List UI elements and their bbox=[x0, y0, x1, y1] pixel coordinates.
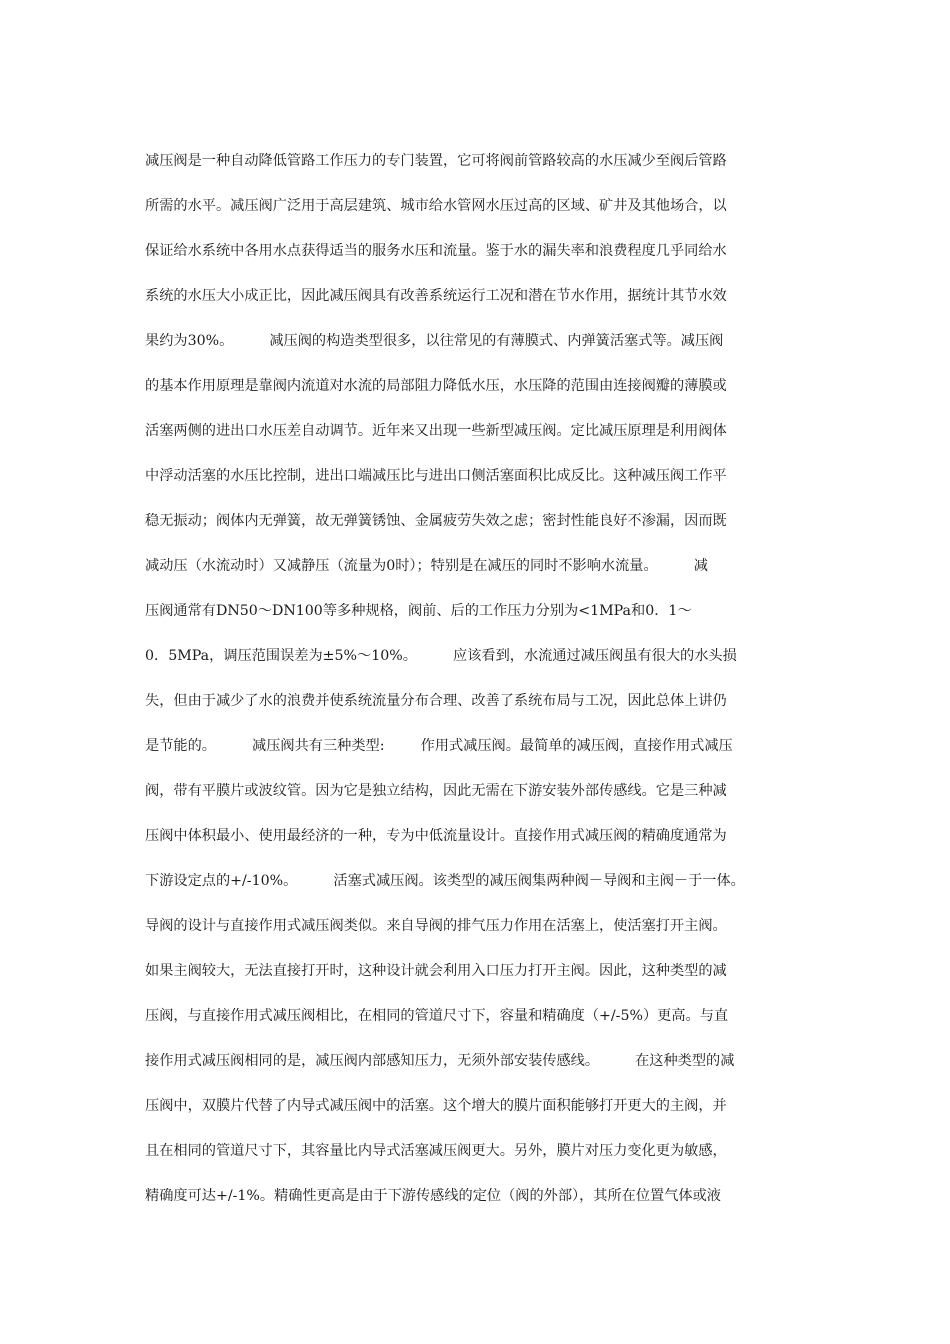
text-line-3: 保证给水系统中各用水点获得适当的服务水压和流量。鉴于水的漏失率和浪费程度几乎同给水 bbox=[145, 243, 727, 259]
text-line-9: 稳无振动；阀体内无弹簧，故无弹簧锈蚀、金属疲劳失效之虑；密封性能良好不渗漏，因而既 bbox=[145, 513, 727, 529]
text-line-20: 压阀，与直接作用式减压阀相比，在相同的管道尺寸下，容量和精确度（+/-5%）更高。与直 bbox=[145, 1008, 729, 1024]
text-line-11: 压阀通常有DN50～DN100等多种规格，阀前、后的工作压力分别为<1MPa和0．1～ bbox=[145, 603, 692, 619]
text-line-14: 是节能的。 减压阀共有三种类型: 作用式减压阀。最简单的减压阀，直接作用式减压 bbox=[145, 738, 733, 754]
text-line-17: 下游设定点的+/-10%。 活塞式减压阀。该类型的减压阀集两种阀－导阀和主阀－于一体。 bbox=[145, 873, 745, 889]
text-line-13: 失，但由于减少了水的浪费并使系统流量分布合理、改善了系统布局与工况，因此总体上讲仍 bbox=[145, 693, 727, 709]
text-line-23: 且在相同的管道尺寸下，其容量比内导式活塞减压阀更大。另外，膜片对压力变化更为敏感， bbox=[145, 1143, 727, 1159]
text-line-5: 果约为30%。 减压阀的构造类型很多，以往常见的有薄膜式、内弹簧活塞式等。减压阀 bbox=[145, 333, 724, 349]
text-line-4: 系统的水压大小成正比，因此减压阀具有改善系统运行工况和潜在节水作用，据统计其节水效 bbox=[145, 288, 727, 304]
text-line-22: 压阀中，双膜片代替了内导式减压阀中的活塞。这个增大的膜片面积能够打开更大的主阀，并 bbox=[145, 1098, 727, 1114]
text-line-18: 导阀的设计与直接作用式减压阀类似。来自导阀的排气压力作用在活塞上，使活塞打开主阀。 bbox=[145, 918, 727, 934]
text-line-8: 中浮动活塞的水压比控制，进出口端减压比与进出口侧活塞面积比成反比。这种减压阀工作平 bbox=[145, 468, 727, 484]
body-text bbox=[145, 146, 825, 1226]
text-line-12: 0．5MPa，调压范围误差为±5%～10%。 应该看到，水流通过减压阀虽有很大的水头损 bbox=[145, 648, 737, 664]
text-line-16: 压阀中体积最小、使用最经济的一种，专为中低流量设计。直接作用式减压阀的精确度通常为 bbox=[145, 828, 727, 844]
text-line-6: 的基本作用原理是靠阀内流道对水流的局部阻力降低水压，水压降的范围由连接阀瓣的薄膜或 bbox=[145, 378, 727, 394]
text-line-15: 阀，带有平膜片或波纹管。因为它是独立结构，因此无需在下游安装外部传感线。它是三种减 bbox=[145, 783, 727, 799]
text-line-21: 接作用式减压阀相同的是，减压阀内部感知压力，无须外部安装传感线。 在这种类型的减 bbox=[145, 1053, 735, 1069]
text-line-24: 精确度可达+/-1%。精确性更高是由于下游传感线的定位（阀的外部），其所在位置气体或液 bbox=[145, 1188, 721, 1204]
text-line-2: 所需的水平。减压阀广泛用于高层建筑、城市给水管网水压过高的区域、矿井及其他场合，以 bbox=[145, 198, 727, 214]
text-line-10: 减动压（水流动时）又减静压（流量为0时）；特别是在减压的同时不影响水流量。 减 bbox=[145, 558, 708, 574]
text-line-1: 减压阀是一种自动降低管路工作压力的专门装置，它可将阀前管路较高的水压减少至阀后管路 bbox=[145, 153, 727, 169]
text-line-7: 活塞两侧的进出口水压差自动调节。近年来又出现一些新型减压阀。定比减压原理是利用阀体 bbox=[145, 423, 727, 439]
text-line-19: 如果主阀较大，无法直接打开时，这种设计就会利用入口压力打开主阀。因此，这种类型的减 bbox=[145, 963, 727, 979]
